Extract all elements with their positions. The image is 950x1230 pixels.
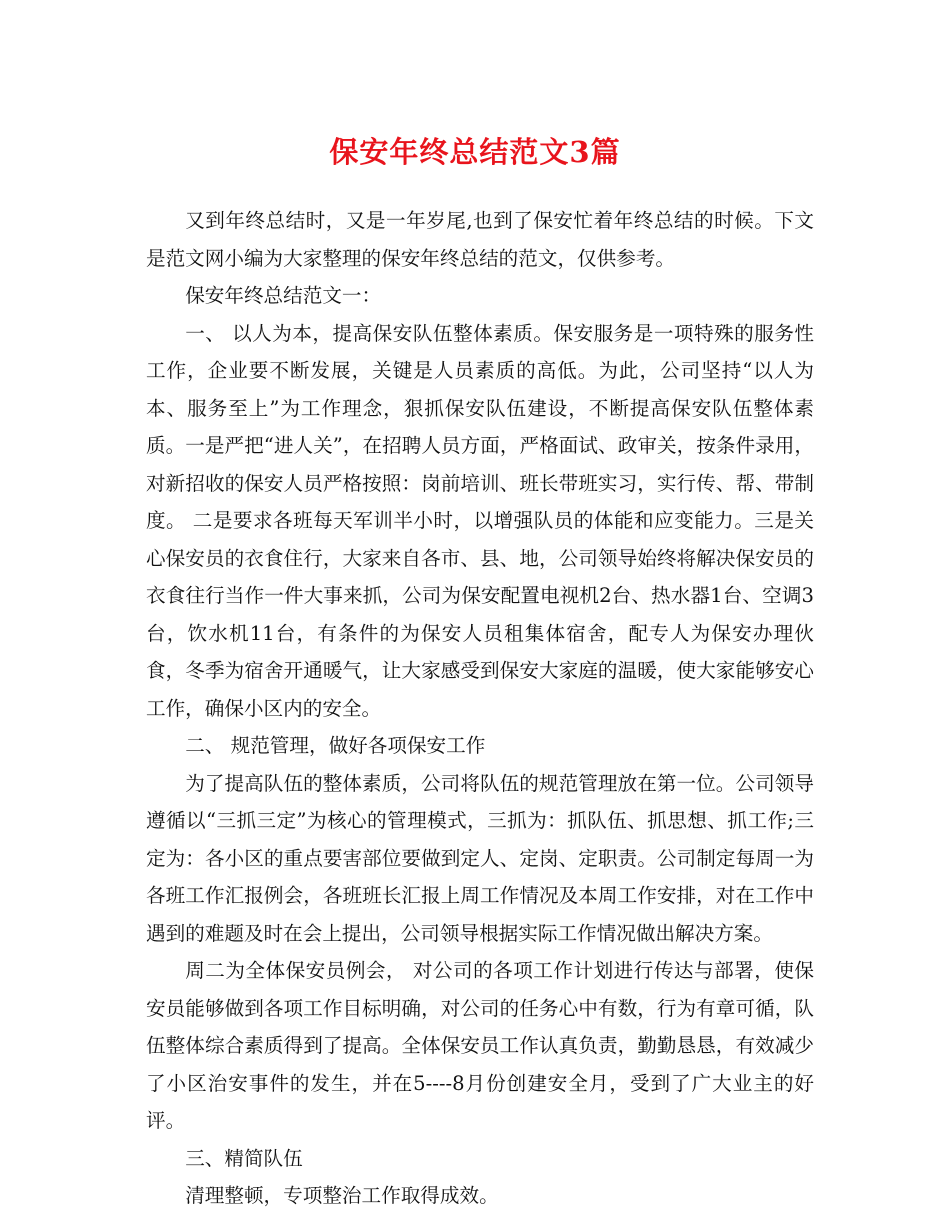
section-heading-streamline-team: 三、精简队伍 xyxy=(185,1146,303,1170)
paragraph-tuesday-meeting: 周二为全体保安员例会， 对公司的各项工作计划进行传达与部署，使保安员能够做到各项工作目标明确，对公司的任务心中有数，行为有章可循，队伍整体综合素质得到了提高。全体保安员工作认真负责，勤勤恳恳，有效减少了小区治安事件的发生，并在5----8月份创建安全月，受到了广大业主的好评。 xyxy=(146,959,814,1132)
section-heading-standard-management: 二、 规范管理，做好各项保安工作 xyxy=(185,734,486,757)
section-heading-sample-one: 保安年终总结范文一： xyxy=(185,284,382,307)
paragraph-rectification: 清理整顿，专项整治工作取得成效。 xyxy=(185,1184,499,1207)
intro-paragraph: 又到年终总结时，又是一年岁尾,也到了保安忙着年终总结的时候。下文是范文网小编为大家整理的保安年终总结的范文，仅供参考。 xyxy=(146,209,814,270)
paragraph-people-oriented: 一、 以人为本，提高保安队伍整体素质。保安服务是一项特殊的服务性工作，企业要不断发展，关键是人员素质的高低。为此，公司坚持“以人为本、服务至上”为工作理念，狠抓保安队伍建设，不断提高保安队伍整体素质。一是严把“进人关”，在招聘人员方面，严格面试、政审关，按条件录用，对新招收的保安人员严格按照：岗前培训、班长带班实习，实行传、帮、带制度。 二是要求各班每天军训半小时，以增强队员的体能和应变能力。三是关心保安员的衣食住行，大家来自各市、县、地，公司领导始终将解决保安员的衣食往行当作一件大事来抓，公司为保安配置电视机2台、热水器1台、空调3台，饮水机11台，有条件的为保安人员租集体宿舍，配专人为保安办理伙食，冬季为宿舍开通暖气，让大家感受到保安大家庭的温暖，使大家能够安心工作，确保小区内的安全。 xyxy=(146,321,814,720)
document-title: 保安年终总结范文3篇 xyxy=(329,135,621,169)
document-body xyxy=(146,202,814,1215)
paragraph-management-model: 为了提高队伍的整体素质，公司将队伍的规范管理放在第一位。公司领导遵循以“三抓三定”为核心的管理模式，三抓为：抓队伍、抓思想、抓工作;三定为：各小区的重点要害部位要做到定人、定岗、定职责。公司制定每周一为各班工作汇报例会，各班班长汇报上周工作情况及本周工作安排，对在工作中遇到的难题及时在会上提出，公司领导根据实际工作情况做出解决方案。 xyxy=(146,771,814,945)
